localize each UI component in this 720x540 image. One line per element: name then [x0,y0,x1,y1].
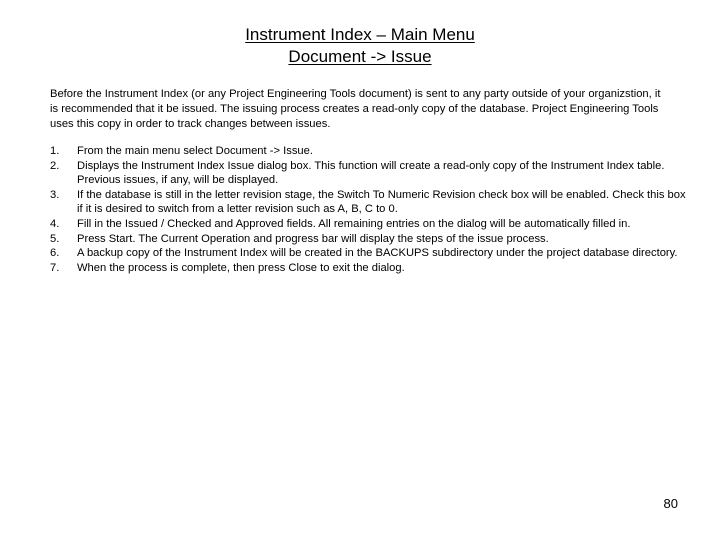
title-line-2: Document -> Issue [288,47,432,66]
step-item [50,159,690,188]
step-text: When the process is complete, then press Close to exit the dialog. [77,261,405,274]
step-item [50,232,690,247]
step-number: 4. [50,217,60,230]
step-text: If the database is still in the letter revision stage, the Switch To Numeric Revision check box will be enabled. Check this box if it is desired to switch from a letter revision such as A, B, C to 0. [77,188,686,216]
step-text: A backup copy of the Instrument Index will be created in the BACKUPS subdirectory under the project database directory. [77,247,678,260]
step-text: Fill in the Issued / Checked and Approved fields. All remaining entries on the dialog will be automatically filled in. [77,217,631,230]
title-line-1: Instrument Index – Main Menu [245,25,475,44]
intro-paragraph: Before the Instrument Index (or any Project Engineering Tools document) is sent to any party outside of your organizstion, it is recommended that it be issued. The issuing process creates a read-only copy of the database. Project Engineering Tools uses this copy in order to track changes between issues. [50,88,661,130]
step-item [50,188,690,217]
step-item [50,144,690,159]
step-item [50,246,690,261]
step-number: 2. [50,159,60,172]
step-number: 6. [50,247,60,260]
step-number: 5. [50,232,60,245]
step-text: From the main menu select Document -> Issue. [77,145,313,157]
step-text: Displays the Instrument Index Issue dialog box. This function will create a read-only copy of the Instrument Index table. Previous issues, if any, will be displayed. [77,159,665,187]
step-text: Press Start. The Current Operation and progress bar will display the steps of the issue process. [77,232,549,245]
step-item [50,217,690,232]
step-number: 1. [50,145,60,157]
page-number: 80 [663,496,678,511]
step-item [50,261,690,276]
page-title [0,24,720,68]
steps-list [50,144,690,275]
step-number: 7. [50,261,60,274]
step-number: 3. [50,188,60,201]
